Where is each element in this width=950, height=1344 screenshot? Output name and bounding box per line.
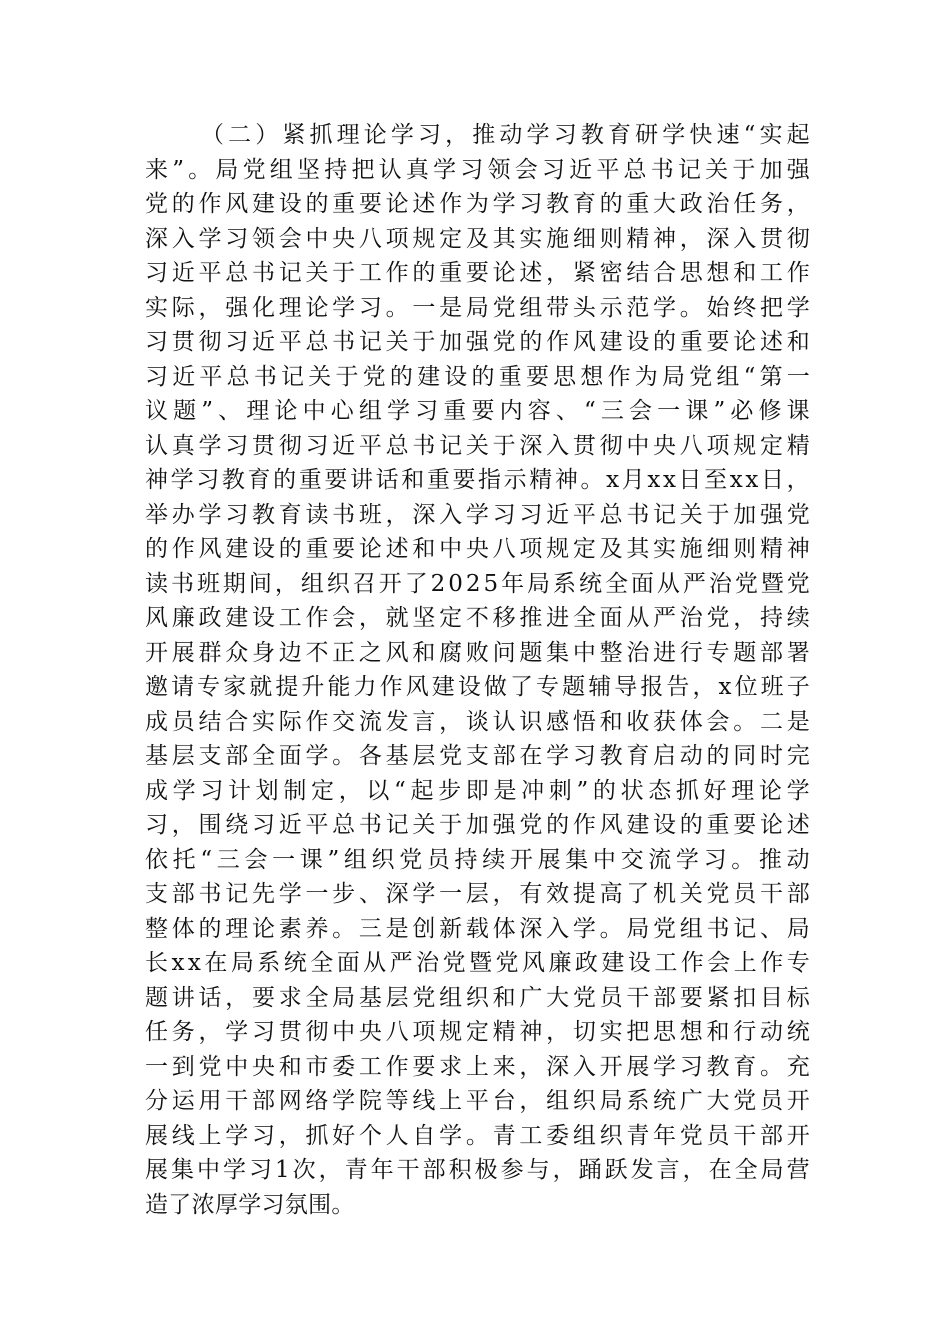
paragraph-line: 一到党中央和市委工作要求上来，深入开展学习教育。充	[145, 1053, 814, 1080]
paragraph-line: 基层支部全面学。各基层党支部在学习教育启动的同时完	[145, 743, 814, 769]
paragraph-line: 整体的理论素养。三是创新载体深入学。局党组书记、局	[145, 915, 814, 942]
paragraph-line: 习近平总书记关于党的建设的重要思想作为局党组“第一	[145, 363, 815, 390]
paragraph-line: 读书班期间，组织召开了2025年局系统全面从严治党暨党	[145, 570, 813, 597]
paragraph-line: 开展群众身边不正之风和腐败问题集中整治进行专题部署	[145, 639, 814, 666]
paragraph-line: 长xx在局系统全面从严治党暨党风廉政建设工作会上作专	[145, 950, 814, 976]
paragraph-line: 习贯彻习近平总书记关于加强党的作风建设的重要论述和	[145, 329, 814, 355]
paragraph-line: 来”。局党组坚持把认真学习领会习近平总书记关于加强	[145, 156, 815, 183]
paragraph-line: 造了浓厚学习氛围。	[145, 1191, 355, 1218]
paragraph-line: 成员结合实际作交流发言，谈认识感悟和收获体会。二是	[145, 708, 814, 735]
paragraph-line: 议题”、理论中心组学习重要内容、“三会一课”必修课	[145, 398, 815, 424]
paragraph-line: 邀请专家就提升能力作风建设做了专题辅导报告，x位班子	[145, 674, 813, 700]
paragraph-line: 的作风建设的重要论述和中央八项规定及其实施细则精神	[145, 536, 814, 562]
paragraph-line: 党的作风建设的重要论述作为学习教育的重大政治任务，	[145, 191, 814, 217]
paragraph-line: 深入学习领会中央八项规定及其实施细则精神，深入贯彻	[145, 225, 814, 252]
paragraph-line: 展集中学习1次，青年干部积极参与，踊跃发言，在全局营	[145, 1157, 813, 1183]
paragraph-line: 风廉政建设工作会，就坚定不移推进全面从严治党，持续	[145, 605, 814, 631]
paragraph-line: 展线上学习，抓好个人自学。青工委组织青年党员干部开	[145, 1122, 814, 1149]
paragraph-line: 依托“三会一课”组织党员持续开展集中交流学习。推动	[145, 846, 815, 873]
body-paragraph	[145, 118, 815, 1222]
paragraph-line: （二）紧抓理论学习，推动学习教育研学快速“实起	[201, 122, 814, 148]
paragraph-line: 习近平总书记关于工作的重要论述，紧密结合思想和工作	[145, 260, 814, 286]
paragraph-line: 认真学习贯彻习近平总书记关于深入贯彻中央八项规定精	[145, 432, 814, 459]
paragraph-line: 习，围绕习近平总书记关于加强党的作风建设的重要论述	[145, 812, 814, 838]
paragraph-line: 举办学习教育读书班，深入学习习近平总书记关于加强党	[145, 501, 814, 528]
paragraph-line: 神学习教育的重要讲话和重要指示精神。x月xx日至xx日，	[145, 467, 813, 493]
paragraph-line: 实际，强化理论学习。一是局党组带头示范学。始终把学	[145, 294, 814, 321]
paragraph-line: 任务，学习贯彻中央八项规定精神，切实把思想和行动统	[145, 1019, 814, 1045]
paragraph-line: 支部书记先学一步、深学一层，有效提高了机关党员干部	[145, 881, 814, 907]
paragraph-line: 成学习计划制定，以“起步即是冲刺”的状态抓好理论学	[145, 777, 815, 804]
paragraph-line: 题讲话，要求全局基层党组织和广大党员干部要紧扣目标	[145, 984, 814, 1011]
paragraph-line: 分运用干部网络学院等线上平台，组织局系统广大党员开	[145, 1088, 814, 1114]
